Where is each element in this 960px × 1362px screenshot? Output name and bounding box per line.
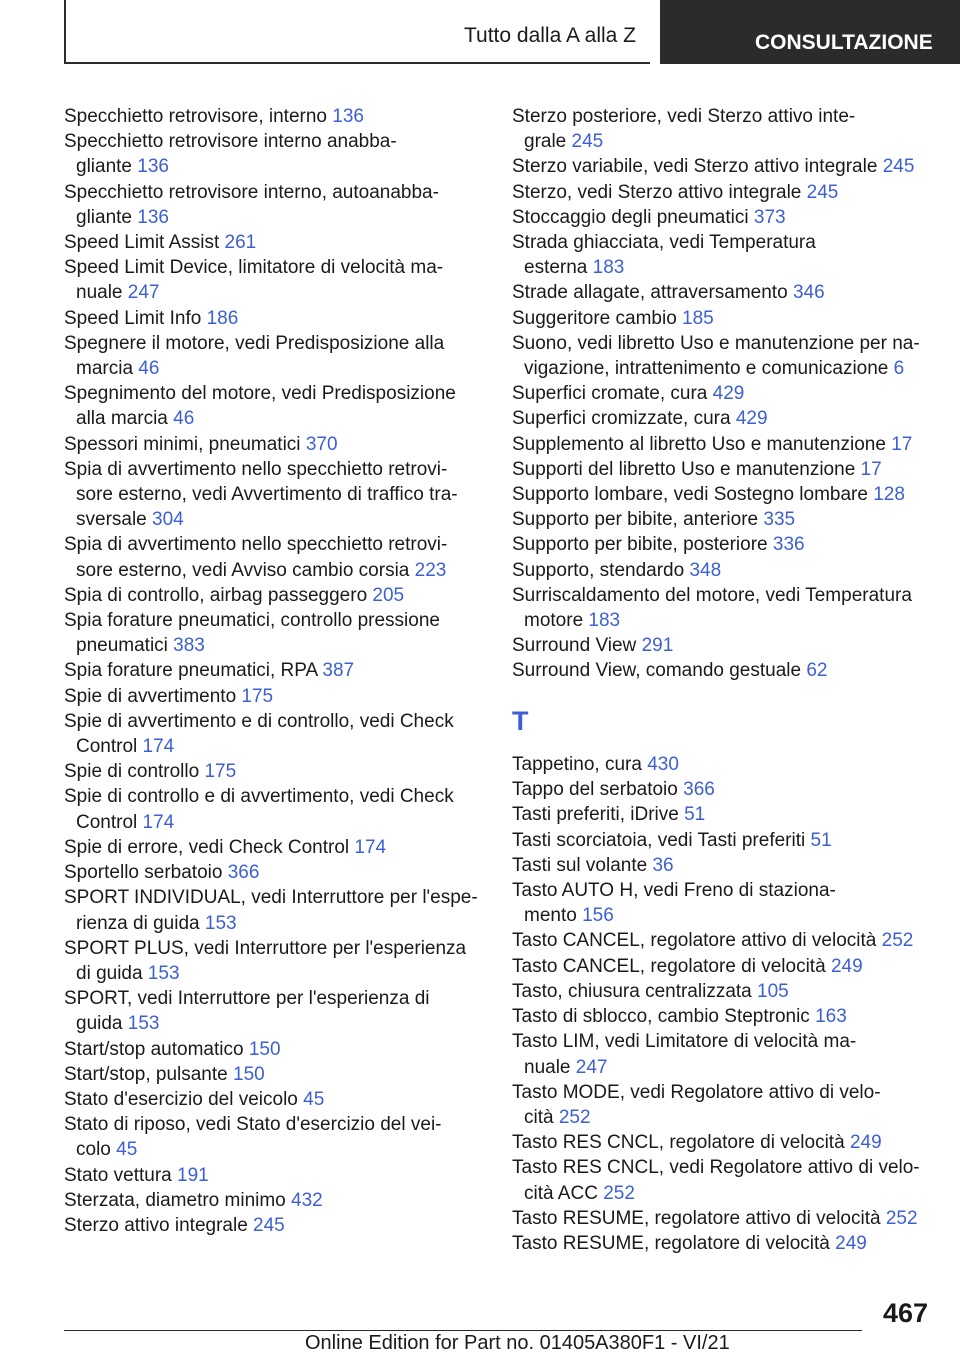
index-entry bbox=[64, 1188, 484, 1213]
index-entry bbox=[64, 180, 484, 230]
index-entry bbox=[64, 684, 484, 709]
index-entry-text: sore esterno, vedi Avvertimento di traffico tra- bbox=[76, 484, 458, 506]
index-entry-text: rienza di guida bbox=[76, 912, 205, 934]
index-entry bbox=[512, 1155, 932, 1205]
index-entry bbox=[512, 878, 932, 928]
index-entry-text: Spie di avvertimento bbox=[64, 685, 242, 707]
header-section-title: Tutto dalla A alla Z bbox=[464, 24, 636, 47]
index-entry-text: cità ACC bbox=[524, 1182, 604, 1204]
index-entry-text: nuale bbox=[524, 1056, 576, 1078]
page-reference-link[interactable]: 432 bbox=[291, 1189, 323, 1211]
index-entry-text: Tasto MODE, vedi Regolatore attivo di velo- bbox=[512, 1081, 881, 1103]
index-entry-text: Specchietto retrovisore, interno bbox=[64, 106, 333, 127]
page-reference-link[interactable]: 291 bbox=[641, 635, 674, 657]
index-entry-text: Spessori minimi, pneumatici bbox=[64, 433, 306, 455]
page-reference-link[interactable]: 136 bbox=[332, 106, 364, 127]
index-entry-text: Surriscaldamento del motore, vedi Temperatura bbox=[512, 584, 912, 606]
index-entry bbox=[64, 1087, 484, 1112]
index-entry bbox=[512, 1004, 932, 1029]
index-entry-text: alla marcia bbox=[76, 408, 174, 430]
page-reference-link[interactable]: 245 bbox=[806, 181, 839, 203]
index-entry-text: Start/stop, pulsante bbox=[64, 1063, 233, 1085]
index-entry-text: Supporti del libretto Uso e manutenzione bbox=[512, 458, 861, 480]
page-reference-link[interactable]: 245 bbox=[571, 131, 604, 153]
page-number: 467 bbox=[882, 1298, 928, 1328]
index-entry bbox=[64, 230, 484, 255]
index-entry bbox=[64, 306, 484, 331]
page-reference-link[interactable]: 387 bbox=[322, 660, 355, 682]
page-reference-link[interactable]: 6 bbox=[893, 358, 905, 380]
page-reference-link[interactable]: 370 bbox=[305, 433, 338, 455]
index-entry-text: Suggeritore cambio bbox=[512, 307, 683, 329]
index-entry-text: Tasto LIM, vedi Limitatore di velocità ma- bbox=[512, 1031, 857, 1053]
index-entry bbox=[512, 180, 932, 205]
index-column-left bbox=[64, 104, 484, 1238]
index-entry-text: Tappetino, cura bbox=[512, 754, 648, 776]
page-reference-link[interactable]: 153 bbox=[204, 912, 237, 934]
footer-edition: Online Edition for Part no. 01405A380F1 - VI/21 bbox=[305, 1332, 730, 1354]
page-reference-link[interactable]: 186 bbox=[206, 307, 239, 329]
index-entry-text: Sterzata, diametro minimo bbox=[64, 1189, 292, 1211]
index-entry-text: Spie di avvertimento e di controllo, vedi Check bbox=[64, 710, 454, 732]
index-entry bbox=[64, 608, 484, 658]
page-reference-link[interactable]: 128 bbox=[873, 484, 905, 506]
index-entry-text: Tappo del serbatoio bbox=[512, 779, 684, 801]
index-entry-text: Tasto AUTO H, vedi Freno di staziona- bbox=[512, 880, 836, 902]
index-entry-text: vigazione, intrattenimento e comunicazione bbox=[524, 358, 894, 380]
index-entry bbox=[64, 936, 484, 986]
index-entry-text: gliante bbox=[76, 156, 138, 178]
page-reference-link[interactable]: 223 bbox=[414, 559, 447, 581]
index-entry-text: marcia bbox=[76, 358, 139, 380]
index-entry bbox=[512, 802, 932, 827]
index-entry bbox=[64, 860, 484, 885]
index-entry-text: Tasto RES CNCL, vedi Regolatore attivo di velo- bbox=[512, 1157, 920, 1179]
index-entry-text: Surround View, comando gestuale bbox=[512, 660, 807, 682]
index-entry-text: sore esterno, vedi Avviso cambio corsia bbox=[76, 559, 415, 581]
index-entry-text: Tasti sul volante bbox=[512, 854, 653, 876]
index-entry-text: Spie di errore, vedi Check Control bbox=[64, 836, 355, 858]
index-entry bbox=[64, 532, 484, 582]
page-reference-link[interactable]: 348 bbox=[689, 559, 722, 581]
header-chapter-tab: CONSULTAZIONE bbox=[660, 0, 960, 64]
index-entry bbox=[64, 331, 484, 381]
index-entry bbox=[512, 457, 932, 482]
page-reference-link[interactable]: 163 bbox=[815, 1006, 847, 1028]
index-entry-text: Stato di riposo, vedi Stato d'esercizio del vei- bbox=[64, 1114, 442, 1136]
index-entry-text: Control bbox=[76, 736, 143, 758]
index-entry-text: SPORT INDIVIDUAL, vedi Interruttore per l'espe- bbox=[64, 887, 478, 909]
index-entry bbox=[64, 583, 484, 608]
index-entry bbox=[64, 255, 484, 305]
index-entry bbox=[512, 154, 932, 179]
index-entry bbox=[64, 658, 484, 683]
index-entry-text: Suono, vedi libretto Uso e manutenzione per na- bbox=[512, 332, 920, 354]
index-entry bbox=[512, 928, 932, 953]
page-reference-link[interactable]: 51 bbox=[810, 829, 832, 851]
page-reference-link[interactable]: 174 bbox=[142, 736, 175, 758]
index-entry-text: Surround View bbox=[512, 635, 642, 657]
page-reference-link[interactable]: 17 bbox=[891, 433, 913, 455]
index-entry-text: SPORT, vedi Interruttore per l'esperienza di bbox=[64, 988, 430, 1010]
index-entry-text: Supporto per bibite, anteriore bbox=[512, 509, 764, 531]
page-reference-link[interactable]: 252 bbox=[885, 1207, 918, 1229]
page-reference-link[interactable]: 249 bbox=[830, 955, 863, 977]
index-entry bbox=[512, 954, 932, 979]
index-entry bbox=[512, 482, 932, 507]
index-entry bbox=[64, 457, 484, 533]
index-entry-text: Speed Limit Device, limitatore di velocità ma- bbox=[64, 257, 444, 279]
page-reference-link[interactable]: 150 bbox=[233, 1063, 265, 1085]
index-entry-text: Speed Limit Info bbox=[64, 307, 207, 329]
page-reference-link[interactable]: 373 bbox=[753, 206, 786, 228]
index-entry bbox=[512, 558, 932, 583]
page-reference-link[interactable]: 185 bbox=[682, 307, 714, 329]
page-reference-link[interactable]: 150 bbox=[248, 1038, 281, 1060]
page-reference-link[interactable]: 245 bbox=[253, 1214, 285, 1236]
index-entry-text: di guida bbox=[76, 962, 148, 984]
index-entry bbox=[64, 885, 484, 935]
index-entry-text: gliante bbox=[76, 206, 138, 228]
index-column-right bbox=[512, 104, 932, 1256]
index-entry-text: colo bbox=[76, 1139, 117, 1161]
index-entry bbox=[512, 406, 932, 431]
index-entry-text: sversale bbox=[76, 509, 153, 531]
index-entry bbox=[64, 104, 484, 129]
index-entry-text: esterna bbox=[524, 257, 593, 279]
index-entry-text: Tasto di sblocco, cambio Steptronic bbox=[512, 1006, 816, 1028]
index-entry-text: Stoccaggio degli pneumatici bbox=[512, 206, 754, 228]
index-entry bbox=[512, 532, 932, 557]
page-reference-link[interactable]: 45 bbox=[116, 1139, 138, 1161]
index-entry bbox=[512, 1029, 932, 1079]
index-entry-text: Strade allagate, attraversamento bbox=[512, 282, 793, 304]
index-entry bbox=[64, 709, 484, 759]
index-entry-text: Tasto RESUME, regolatore di velocità bbox=[512, 1232, 836, 1254]
page-reference-link[interactable]: 247 bbox=[575, 1056, 608, 1078]
page-reference-link[interactable]: 205 bbox=[372, 584, 405, 606]
index-entry-text: SPORT PLUS, vedi Interruttore per l'esperienza bbox=[64, 937, 467, 959]
index-entry bbox=[512, 104, 932, 154]
index-entry-text: Supporto lombare, vedi Sostegno lombare bbox=[512, 484, 874, 506]
index-entry-text: Tasti preferiti, iDrive bbox=[512, 804, 685, 826]
index-entry-text: Supporto per bibite, posteriore bbox=[512, 534, 773, 556]
index-entry bbox=[64, 1062, 484, 1087]
page-reference-link[interactable]: 105 bbox=[757, 980, 789, 1002]
index-entry bbox=[512, 633, 932, 658]
index-entry-text: mento bbox=[524, 905, 583, 927]
index-entry-text: Spia di avvertimento nello specchietto retrovi- bbox=[64, 458, 448, 480]
page-reference-link[interactable]: 174 bbox=[142, 811, 175, 833]
index-entry-text: Supplemento al libretto Uso e manutenzione bbox=[512, 433, 892, 455]
page-reference-link[interactable]: 136 bbox=[137, 156, 169, 178]
index-entry bbox=[64, 986, 484, 1036]
index-entry bbox=[64, 1163, 484, 1188]
page-reference-link[interactable]: 156 bbox=[582, 905, 614, 927]
page-reference-link[interactable]: 45 bbox=[303, 1088, 325, 1110]
index-entry-text: Tasto CANCEL, regolatore di velocità bbox=[512, 955, 831, 977]
index-entry-text: Tasto RESUME, regolatore attivo di velocità bbox=[512, 1207, 886, 1229]
index-entry bbox=[512, 1206, 932, 1231]
page-reference-link[interactable]: 245 bbox=[882, 156, 915, 178]
index-entry bbox=[512, 828, 932, 853]
page-reference-link[interactable]: 183 bbox=[588, 610, 621, 632]
index-entry-text: guida bbox=[76, 1013, 128, 1035]
index-entry bbox=[512, 280, 932, 305]
page-reference-link[interactable]: 335 bbox=[763, 509, 796, 531]
page-reference-link[interactable]: 175 bbox=[204, 761, 237, 783]
index-entry-text: Sterzo, vedi Sterzo attivo integrale bbox=[512, 181, 807, 203]
page-reference-link[interactable]: 249 bbox=[835, 1232, 867, 1254]
index-entry-text: Sterzo attivo integrale bbox=[64, 1214, 254, 1236]
index-entry bbox=[512, 205, 932, 230]
page-reference-link[interactable]: 366 bbox=[227, 862, 260, 884]
page-reference-link[interactable]: 252 bbox=[881, 930, 914, 952]
index-entry-text: Stato d'esercizio del veicolo bbox=[64, 1088, 304, 1110]
page-reference-link[interactable]: 175 bbox=[241, 685, 274, 707]
index-entry bbox=[512, 1080, 932, 1130]
index-entry-text: Tasto CANCEL, regolatore attivo di velocità bbox=[512, 930, 882, 952]
index-entry-text: Specchietto retrovisore interno, autoanabba- bbox=[64, 181, 439, 203]
page-reference-link[interactable]: 366 bbox=[683, 779, 715, 801]
page-reference-link[interactable]: 17 bbox=[860, 458, 882, 480]
index-entry-text: Spia forature pneumatici, RPA bbox=[64, 660, 323, 682]
index-entry bbox=[512, 1231, 932, 1256]
index-entry-text: Stato vettura bbox=[64, 1164, 178, 1186]
page-reference-link[interactable]: 261 bbox=[224, 232, 257, 254]
index-entry-text: nuale bbox=[76, 282, 128, 304]
index-entry-text: motore bbox=[524, 610, 589, 632]
index-entry bbox=[512, 658, 932, 683]
index-entry-text: Superfici cromate, cura bbox=[512, 383, 713, 405]
index-entry bbox=[512, 507, 932, 532]
index-entry bbox=[64, 759, 484, 784]
index-entry bbox=[64, 129, 484, 179]
index-entry-text: Speed Limit Assist bbox=[64, 232, 225, 254]
page-reference-link[interactable]: 247 bbox=[127, 282, 160, 304]
index-entry-text: Tasto, chiusura centralizzata bbox=[512, 980, 758, 1002]
index-entry bbox=[512, 1130, 932, 1155]
page-reference-link[interactable]: 46 bbox=[138, 358, 160, 380]
page-reference-link[interactable]: 346 bbox=[792, 282, 825, 304]
page-reference-link[interactable]: 429 bbox=[735, 408, 768, 430]
page-reference-link[interactable]: 136 bbox=[137, 206, 169, 228]
page-reference-link[interactable]: 383 bbox=[173, 635, 205, 657]
index-entry bbox=[512, 777, 932, 802]
index-entry-text: Sterzo posteriore, vedi Sterzo attivo inte- bbox=[512, 106, 856, 127]
index-entry bbox=[512, 979, 932, 1004]
index-entry bbox=[64, 1037, 484, 1062]
page-reference-link[interactable]: 51 bbox=[684, 804, 706, 826]
index-entry bbox=[64, 1112, 484, 1162]
index-entry-text: Spia di avvertimento nello specchietto retrovi- bbox=[64, 534, 448, 556]
index-entry bbox=[512, 331, 932, 381]
page-reference-link[interactable]: 252 bbox=[558, 1106, 591, 1128]
index-entry-text: Spegnimento del motore, vedi Predisposizione bbox=[64, 383, 456, 405]
page-reference-link[interactable]: 153 bbox=[147, 962, 180, 984]
index-entry bbox=[64, 784, 484, 834]
index-entry-text: Spegnere il motore, vedi Predisposizione alla bbox=[64, 332, 445, 354]
index-entry-text: pneumatici bbox=[76, 635, 174, 657]
index-entry bbox=[512, 230, 932, 280]
page-reference-link[interactable]: 336 bbox=[772, 534, 805, 556]
index-entry bbox=[64, 432, 484, 457]
page-reference-link[interactable]: 183 bbox=[592, 257, 625, 279]
index-entry bbox=[512, 853, 932, 878]
index-entry bbox=[512, 432, 932, 457]
index-entry-text: Strada ghiacciata, vedi Temperatura bbox=[512, 232, 816, 254]
index-entry bbox=[64, 1213, 484, 1238]
index-entry-text: cità bbox=[524, 1106, 559, 1128]
page-reference-link[interactable]: 46 bbox=[173, 408, 195, 430]
index-entry bbox=[64, 381, 484, 431]
index-entry bbox=[512, 583, 932, 633]
page-reference-link[interactable]: 304 bbox=[152, 509, 184, 531]
index-entry-text: Sterzo variabile, vedi Sterzo attivo integrale bbox=[512, 156, 883, 178]
index-entry-text: Tasti scorciatoia, vedi Tasti preferiti bbox=[512, 829, 811, 851]
page-reference-link[interactable]: 191 bbox=[177, 1164, 209, 1186]
index-entry-text: Superfici cromizzate, cura bbox=[512, 408, 736, 430]
index-entry-text: Start/stop automatico bbox=[64, 1038, 249, 1060]
index-entry-text: Spia forature pneumatici, controllo pressione bbox=[64, 610, 440, 632]
index-letter-heading: T bbox=[512, 705, 529, 736]
index-entry-text: Spie di controllo bbox=[64, 761, 205, 783]
page-reference-link[interactable]: 62 bbox=[806, 660, 828, 682]
footer-divider bbox=[64, 1330, 862, 1331]
index-entry-text: Spia di controllo, airbag passeggero bbox=[64, 584, 373, 606]
index-entry-text: Specchietto retrovisore interno anabba- bbox=[64, 131, 397, 153]
index-entry bbox=[64, 835, 484, 860]
page-reference-link[interactable]: 249 bbox=[849, 1132, 882, 1154]
page-reference-link[interactable]: 36 bbox=[652, 854, 674, 876]
index-entry bbox=[512, 306, 932, 331]
index-entry-text: Tasto RES CNCL, regolatore di velocità bbox=[512, 1132, 850, 1154]
index-entry-text: Control bbox=[76, 811, 143, 833]
index-entry-text: Supporto, stendardo bbox=[512, 559, 690, 581]
page-reference-link[interactable]: 174 bbox=[354, 836, 387, 858]
index-entry-text: Sportello serbatoio bbox=[64, 862, 228, 884]
index-entry-text: grale bbox=[524, 131, 572, 153]
page-reference-link[interactable]: 153 bbox=[127, 1013, 160, 1035]
index-entry bbox=[512, 752, 932, 777]
page-reference-link[interactable]: 430 bbox=[647, 754, 679, 776]
page-reference-link[interactable]: 252 bbox=[603, 1182, 635, 1204]
index-entry-text: Spie di controllo e di avvertimento, vedi Check bbox=[64, 786, 454, 808]
index-entry bbox=[512, 381, 932, 406]
page-reference-link[interactable]: 429 bbox=[712, 383, 745, 405]
